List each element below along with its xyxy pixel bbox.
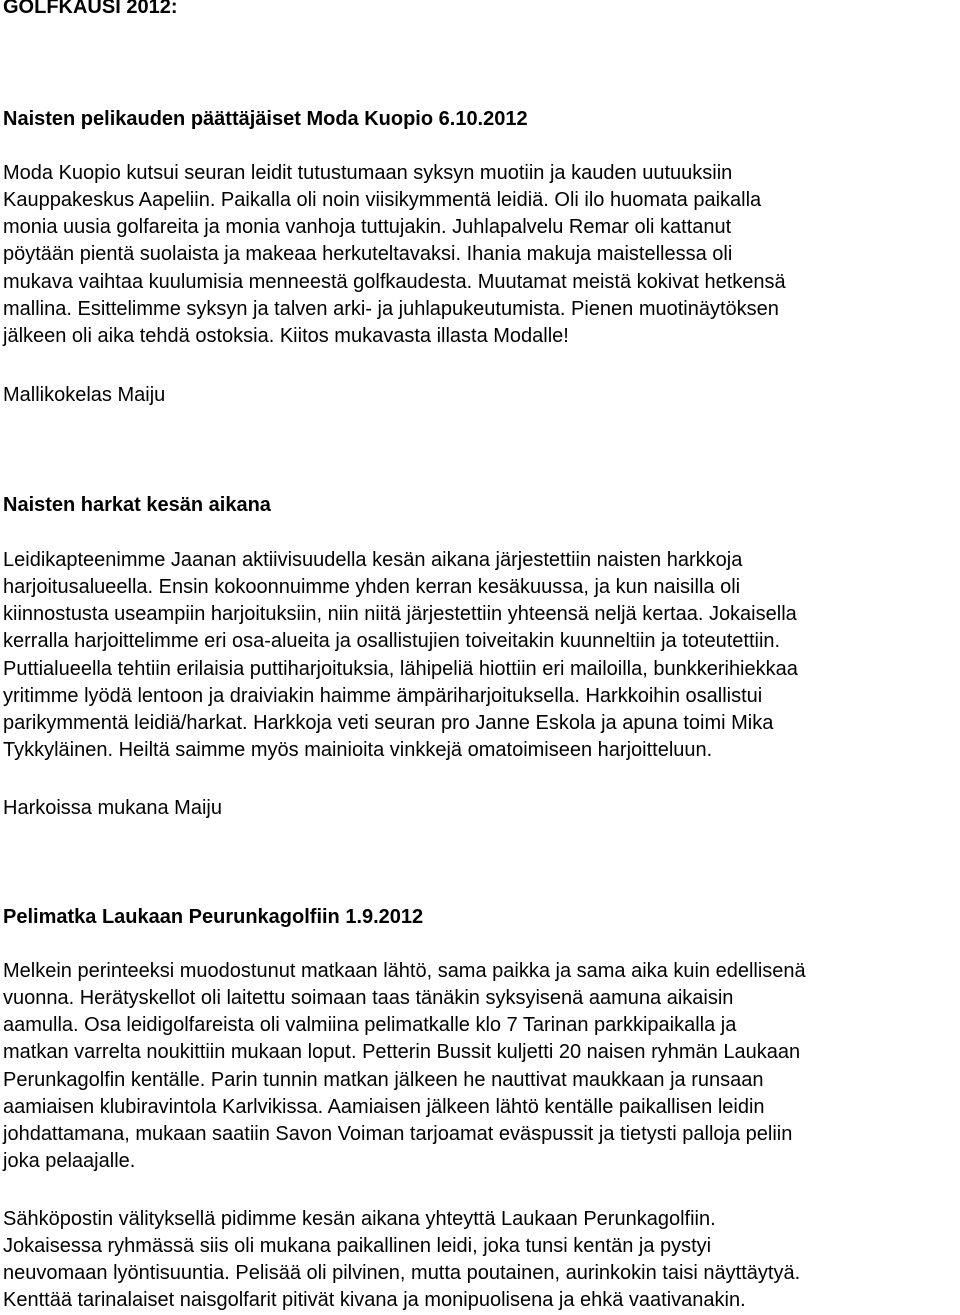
- section-signature: Harkoissa mukana Maiju: [3, 797, 222, 819]
- text-line: jälkeen oli aika tehdä ostoksia. Kiitos mukavasta illasta Modalle!: [3, 324, 569, 347]
- text-line: Kenttää tarinalaiset naisgolfarit pitivät kivana ja monipuolisena ja ehkä vaativanakin.: [3, 1289, 746, 1312]
- text-line: yritimme lyödä lentoon ja draiviakin haimme ämpäriharjoituksella. Harkkoihin osallistui: [3, 684, 763, 707]
- text-line: kerralla harjoittelimme eri osa-alueita ja osallistujien toiveitakin kuunneltiin ja toteutettiin.: [3, 630, 781, 653]
- text-line: Leidikapteenimme Jaanan aktiivisuudella kesän aikana järjestettiin naisten harkkoja: [3, 549, 743, 571]
- text-line: mukava vaihtaa kuulumisia menneestä golfkaudesta. Muutamat meistä kokivat hetkensä: [3, 270, 786, 293]
- text-line: kiinnostusta useampiin harjoituksiin, niin niitä järjestettiin yhteensä neljä kertaa. Jokaisella: [3, 603, 797, 626]
- section-paragraph: [3, 160, 958, 350]
- text-line: monia uusia golfareita ja monia vanhoja tuttujakin. Juhlapalvelu Remar oli kattanut: [3, 216, 732, 239]
- text-line: Perunkagolfin kentälle. Parin tunnin matkan jälkeen he nauttivat maukkaan ja runsaan: [3, 1068, 764, 1091]
- section-signature: Mallikokelas Maiju: [3, 384, 166, 406]
- text-line: Moda Kuopio kutsui seuran leidit tutustumaan syksyn muotiin ja kauden uutuuksiin: [3, 162, 733, 184]
- text-line: Kauppakeskus Aapeliin. Paikalla oli noin viisikymmentä leidiä. Oli ilo huomata paikalla: [3, 189, 762, 212]
- section-heading-moda: Naisten pelikauden päättäjäiset Moda Kuopio 6.10.2012: [3, 108, 528, 130]
- text-line: Tykkyläinen. Heiltä saimme myös mainioita vinkkejä omatoimiseen harjoitteluun.: [3, 739, 713, 762]
- text-line: harjoitusalueella. Ensin kokoonnuimme yhden kerran kesäkuussa, ja kun naisilla oli: [3, 576, 741, 599]
- section-paragraph: [3, 958, 958, 1175]
- text-line: Sähköpostin välityksellä pidimme kesän aikana yhteyttä Laukaan Perunkagolfiin.: [3, 1208, 716, 1230]
- text-line: matkan varrelta noukittiin mukaan loput. Petterin Bussit kuljetti 20 naisen ryhmän Laukaan: [3, 1041, 801, 1064]
- section-heading-harkat: Naisten harkat kesän aikana: [3, 494, 271, 516]
- text-line: vuonna. Herätyskellot oli laitettu soimaan taas tänäkin syksyisenä aamuna aikaisin: [3, 987, 734, 1010]
- section-heading-pelimatka: Pelimatka Laukaan Peurunkagolfiin 1.9.2012: [3, 906, 424, 928]
- text-line: parikymmentä leidiä/harkat. Harkkoja veti seuran pro Janne Eskola ja apuna toimi Mika: [3, 711, 774, 734]
- document-title: GOLFKAUSI 2012:: [3, 0, 178, 18]
- text-line: pöytään pientä suolaista ja makeaa herkuteltavaksi. Ihania makuja maistellessa oli: [3, 243, 733, 266]
- text-line: johdattamana, mukaan saatiin Savon Voiman tarjoamat eväspussit ja tietysti palloja peliin: [3, 1122, 793, 1145]
- text-line: mallina. Esittelimme syksyn ja talven arki- ja juhlapukeutumista. Pienen muotinäytöksen: [3, 297, 779, 320]
- text-line: Jokaisessa ryhmässä siis oli mukana paikallinen leidi, joka tunsi kentän ja pystyi: [3, 1235, 712, 1258]
- text-line: aamulla. Osa leidigolfareista oli valmiina pelimatkalle klo 7 Tarinan parkkipaikalla ja: [3, 1014, 737, 1037]
- text-line: neuvomaan lyöntisuuntia. Pelisää oli pilvinen, mutta poutainen, aurinkokin taisi näyttäytyä.: [3, 1262, 801, 1285]
- text-line: Puttialueella tehtiin erilaisia puttiharjoituksia, lähipeliä hiottiin eri mailoilla, bunkkerihiekkaa: [3, 657, 798, 680]
- section-paragraph: [3, 1206, 958, 1315]
- text-line: Melkein perinteeksi muodostunut matkaan lähtö, sama paikka ja sama aika kuin edellisenä: [3, 960, 806, 982]
- text-line: aamiaisen klubiravintola Karlvikissa. Aamiaisen jälkeen lähtö kentälle paikallisen leidin: [3, 1095, 765, 1118]
- section-paragraph: [3, 547, 958, 764]
- text-line: joka pelaajalle.: [3, 1150, 136, 1173]
